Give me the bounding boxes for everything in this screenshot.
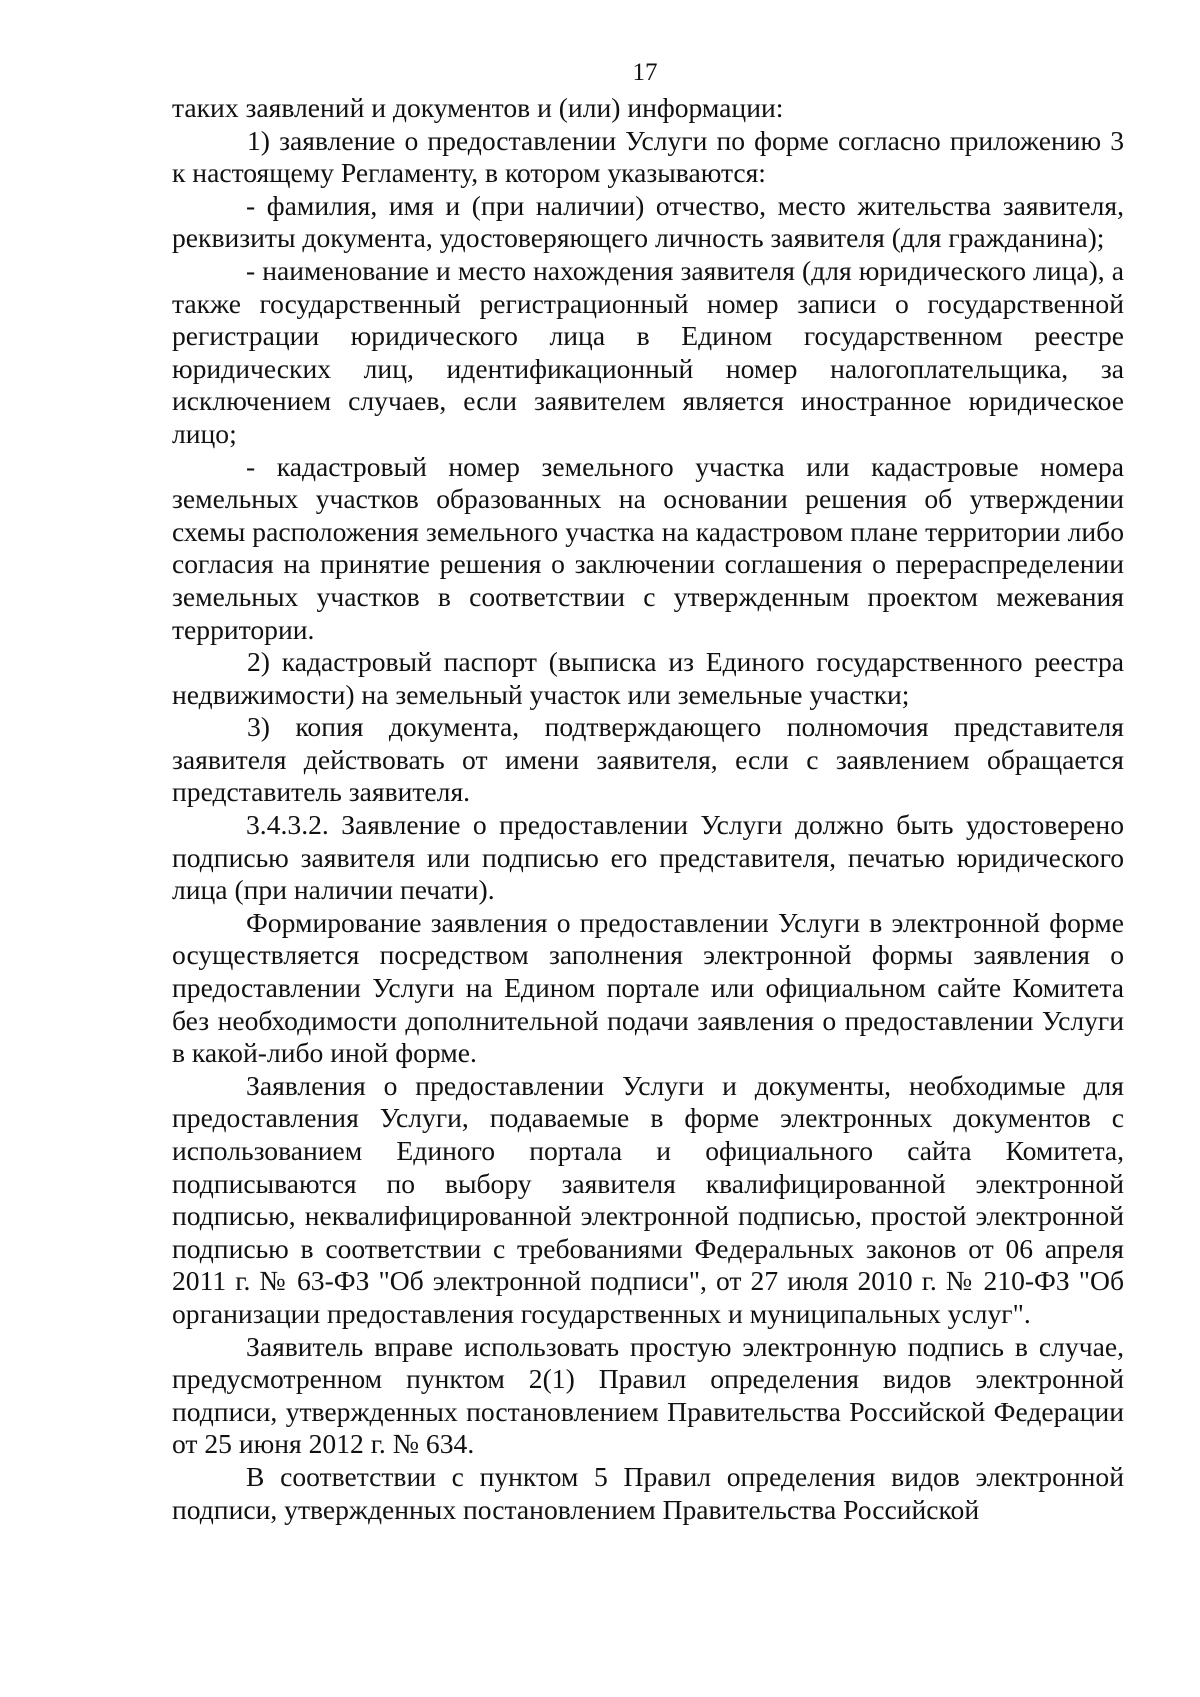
paragraph-continuation: таких заявлений и документов и (или) информации: — [172, 92, 784, 123]
paragraph-applicant-name: - фамилия, имя и (при наличии) отчество, место жительства заявителя, реквизиты документа, удостоверяющего личность заявителя (для гражданина); — [172, 189, 1124, 254]
paragraph-3-4-3-2: 3.4.3.2. Заявление о предоставлении Услуги должно быть удостоверено подписью заявителя или подписью его представителя, печатью юридического лица (при наличии печати). — [172, 809, 1124, 906]
paragraph-item-2: 2) кадастровый паспорт (выписка из Единого государственного реестра недвижимости) на земельный участок или земельные участки; — [172, 646, 1124, 710]
page-number: 17 — [632, 59, 658, 86]
paragraph-legal-entity: - наименование и место нахождения заявителя (для юридического лица), а также государственный регистрационный номер записи о государственной регистрации юридического лица в Едином государственном реестре юридических лиц, идентификационный номер налогоплательщика, за исключением случаев, если заявителем является иностранное юридическое лицо; — [172, 254, 1124, 449]
paragraph-simple-signature: Заявитель вправе использовать простую электронную подпись в случае, предусмотренном пунктом 2(1) Правил определения видов электронной подписи, утвержденных постановлением Правительства Российской Федерации от 25 июня 2012 г. № 634. — [172, 1330, 1124, 1460]
paragraph-cadastral-number: - кадастровый номер земельного участка или кадастровые номера земельных участков образованных на основании решения об утверждении схемы расположения земельного участка на кадастровом плане территории либо согласия на принятие решения о заключении соглашения о перераспределении земельных участков в соответствии с утвержденным проектом межевания территории. — [172, 450, 1124, 645]
paragraph-item-1: 1) заявление о предоставлении Услуги по форме согласно приложению 3 к настоящему Регламенту, в котором указываются: — [172, 124, 1124, 189]
paragraph-electronic-signature: Заявления о предоставлении Услуги и документы, необходимые для предоставления Услуги, подаваемые в форме электронных документов с использованием Единого портала и официального сайта Комитета, подписываются по выбору заявителя квалифицированной электронной подписью, неквалифицированной электронной подписью, простой электронной подписью в соответствии с требованиями Федеральных законов от 06 апреля 2011 г. № 63-ФЗ "Об электронной подписи", от 27 июля 2010 г. № 210-ФЗ "Об организации предоставления государственных и муниципальных услуг". — [172, 1069, 1124, 1329]
paragraph-rules-point-5: В соответствии с пунктом 5 Правил определения видов электронной подписи, утвержденных постановлением Правительства Российской — [172, 1460, 1124, 1525]
paragraph-item-3: 3) копия документа, подтверждающего полномочия представителя заявителя действовать от имени заявителя, если с заявлением обращается представитель заявителя. — [172, 711, 1124, 808]
paragraph-electronic-form: Формирование заявления о предоставлении Услуги в электронной форме осуществляется посредством заполнения электронной формы заявления о предоставлении Услуги на Едином портале или официальном сайте Комитета без необходимости дополнительной подачи заявления о предоставлении Услуги в какой-либо иной форме. — [172, 906, 1124, 1069]
document-body — [172, 92, 1124, 1526]
